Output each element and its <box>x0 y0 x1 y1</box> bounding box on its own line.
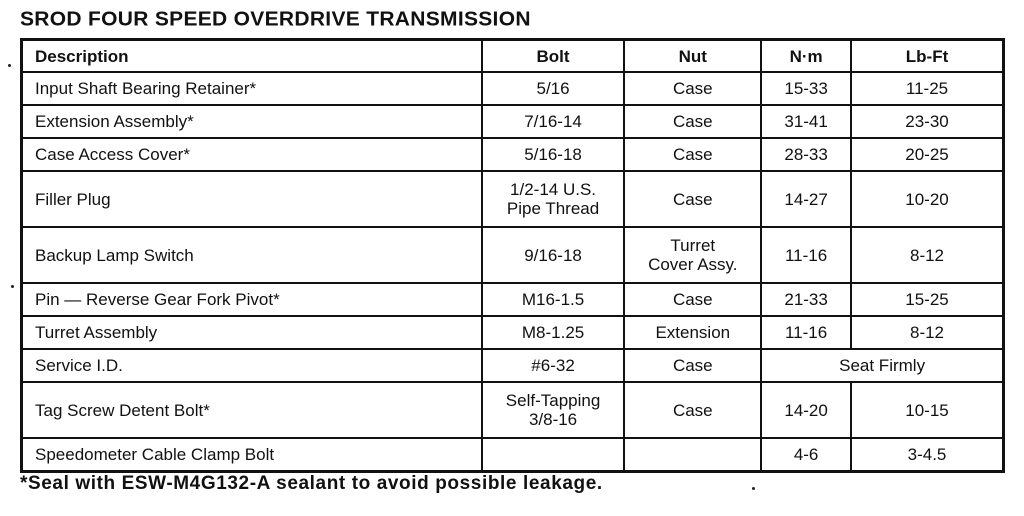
table-row <box>22 316 1004 349</box>
cell-description: Filler Plug <box>22 171 482 227</box>
cell-nut: Case <box>624 72 761 105</box>
cell-description: Input Shaft Bearing Retainer* <box>22 72 482 105</box>
cell-lbft: 11-25 <box>851 72 1003 105</box>
cell-lbft: 15-25 <box>851 283 1003 316</box>
table-row <box>22 283 1004 316</box>
cell-nut: Case <box>624 171 761 227</box>
table-body <box>22 72 1004 472</box>
table-row <box>22 138 1004 171</box>
cell-nut-line: Cover Assy. <box>648 255 738 274</box>
cell-description: Tag Screw Detent Bolt* <box>22 382 482 438</box>
scan-speck <box>8 64 11 67</box>
cell-description: Turret Assembly <box>22 316 482 349</box>
cell-nm: 11-16 <box>761 227 851 283</box>
table-row <box>22 171 1004 227</box>
cell-nm: 21-33 <box>761 283 851 316</box>
table-row <box>22 227 1004 283</box>
header-description: Description <box>22 40 482 73</box>
cell-bolt: 9/16-18 <box>482 227 625 283</box>
table-title: SROD FOUR SPEED OVERDRIVE TRANSMISSION <box>20 8 531 31</box>
scan-speck <box>752 487 755 490</box>
cell-torque-merged: Seat Firmly <box>761 349 1003 382</box>
cell-bolt: 5/16 <box>482 72 625 105</box>
cell-lbft: 10-15 <box>851 382 1003 438</box>
cell-nut <box>624 227 761 283</box>
cell-nm: 4-6 <box>761 438 851 472</box>
cell-bolt <box>482 438 625 472</box>
scan-speck <box>11 285 14 288</box>
cell-bolt-line: 1/2-14 U.S. <box>510 180 597 199</box>
cell-lbft: 8-12 <box>851 316 1003 349</box>
cell-description: Case Access Cover* <box>22 138 482 171</box>
table-row <box>22 72 1004 105</box>
cell-nm: 15-33 <box>761 72 851 105</box>
cell-nm: 14-20 <box>761 382 851 438</box>
cell-bolt: M16-1.5 <box>482 283 625 316</box>
table-row <box>22 382 1004 438</box>
cell-nut: Case <box>624 138 761 171</box>
cell-nm: 31-41 <box>761 105 851 138</box>
cell-description: Speedometer Cable Clamp Bolt <box>22 438 482 472</box>
cell-nut: Case <box>624 105 761 138</box>
cell-nm: 14-27 <box>761 171 851 227</box>
cell-bolt: M8-1.25 <box>482 316 625 349</box>
cell-description: Backup Lamp Switch <box>22 227 482 283</box>
cell-lbft: 8-12 <box>851 227 1003 283</box>
cell-bolt: 7/16-14 <box>482 105 625 138</box>
cell-description: Pin — Reverse Gear Fork Pivot* <box>22 283 482 316</box>
cell-nm: 28-33 <box>761 138 851 171</box>
cell-bolt: #6-32 <box>482 349 625 382</box>
cell-bolt-line: Pipe Thread <box>506 199 600 218</box>
cell-nm: 11-16 <box>761 316 851 349</box>
cell-nut: Case <box>624 283 761 316</box>
cell-bolt: 5/16-18 <box>482 138 625 171</box>
cell-nut-line: Turret <box>670 236 716 255</box>
cell-lbft: 3-4.5 <box>851 438 1003 472</box>
footnote: *Seal with ESW-M4G132-A sealant to avoid possible leakage. <box>20 473 603 494</box>
cell-nut: Case <box>624 382 761 438</box>
cell-bolt <box>482 382 625 438</box>
cell-description: Service I.D. <box>22 349 482 382</box>
cell-nut <box>624 438 761 472</box>
cell-nut: Extension <box>624 316 761 349</box>
cell-bolt-line: 3/8-16 <box>528 410 578 429</box>
header-row <box>22 40 1004 73</box>
table-row <box>22 438 1004 472</box>
table-row <box>22 105 1004 138</box>
cell-lbft: 23-30 <box>851 105 1003 138</box>
header-nm: N·m <box>761 40 851 73</box>
table-row <box>22 349 1004 382</box>
header-bolt: Bolt <box>482 40 625 73</box>
torque-spec-table <box>20 38 1005 473</box>
cell-lbft: 20-25 <box>851 138 1003 171</box>
header-nut: Nut <box>624 40 761 73</box>
cell-bolt <box>482 171 625 227</box>
header-lbft: Lb-Ft <box>851 40 1003 73</box>
cell-nut: Case <box>624 349 761 382</box>
cell-description: Extension Assembly* <box>22 105 482 138</box>
cell-bolt-line: Self-Tapping <box>505 391 601 410</box>
cell-lbft: 10-20 <box>851 171 1003 227</box>
